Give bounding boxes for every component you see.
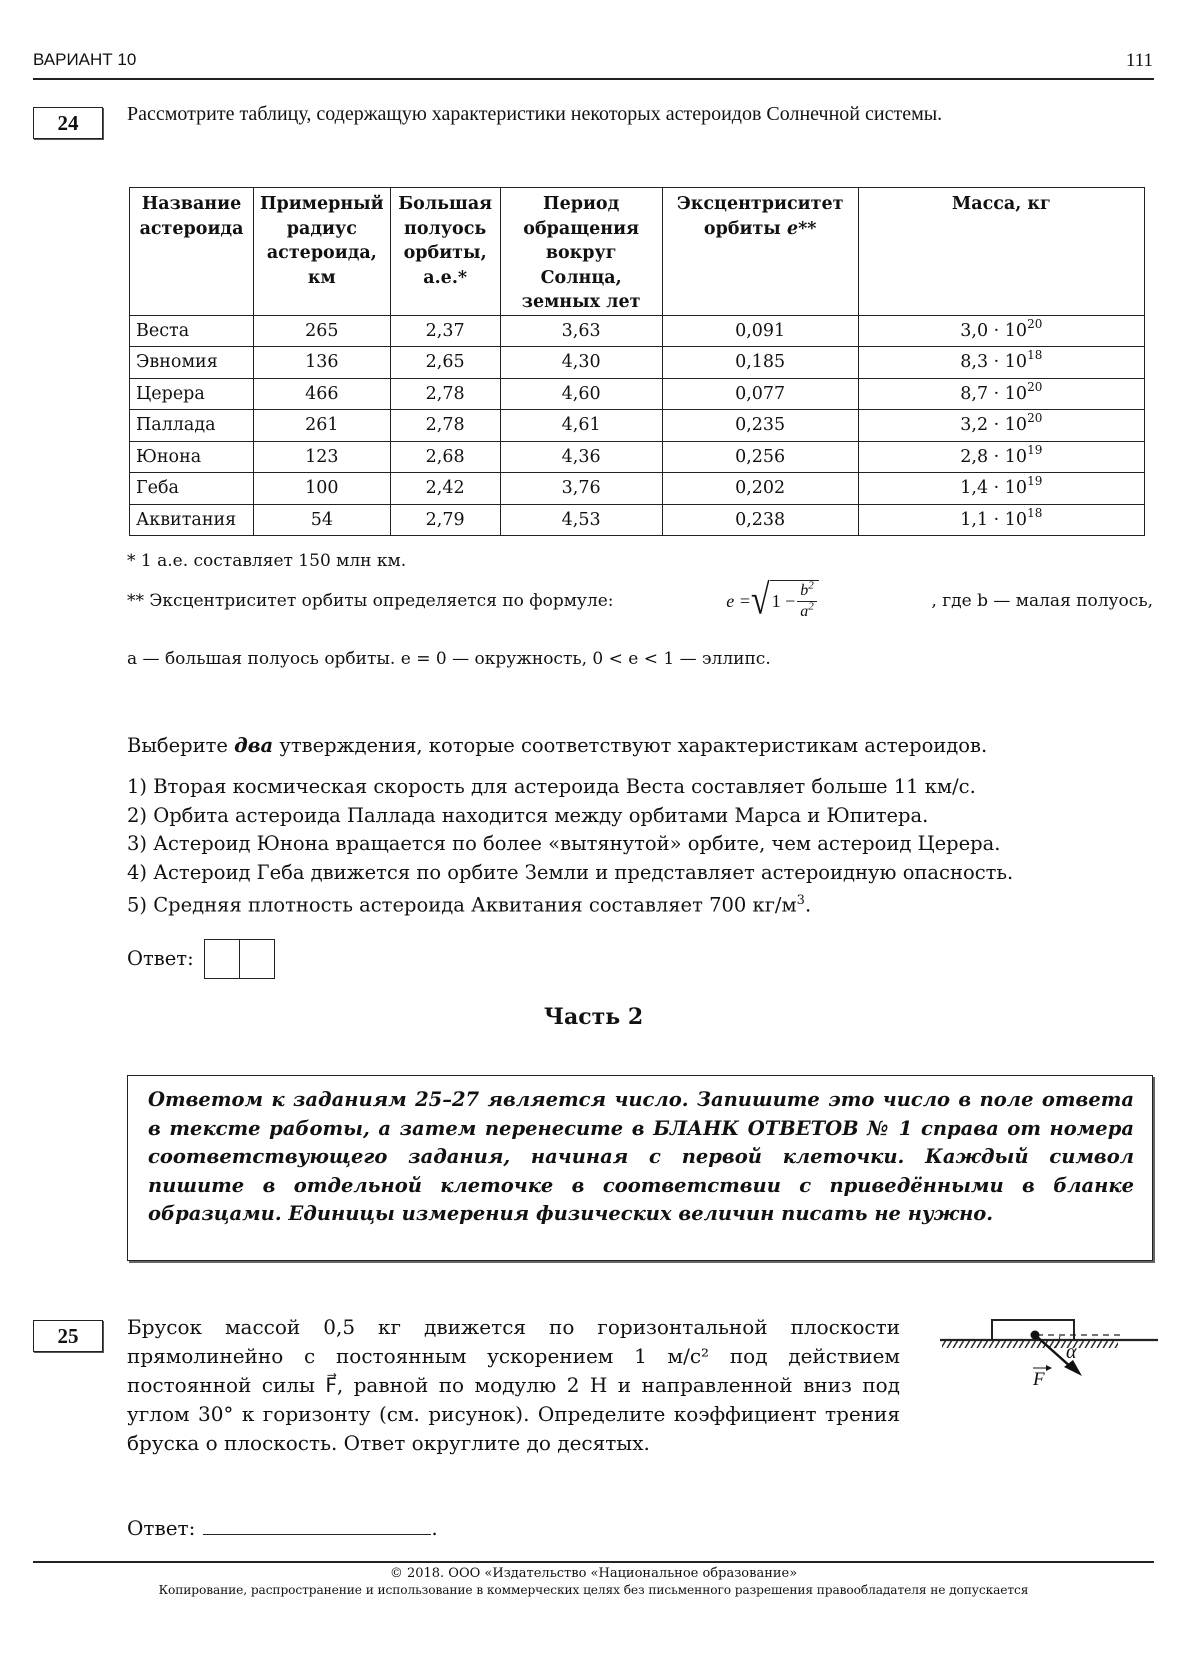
task25-text: Брусок массой 0,5 кг движется по горизонтальной плоскости прямолинейно с постоянным ускорением 1 м/с² под действием постоянной силы F⃗, равной по модулю 2 Н и направленной вниз под углом 30° к горизонту (см. рисунок). Определите коэффициент трения бруска о плоскость. Ответ округлите до десятых. <box>127 1315 900 1455</box>
asteroid-table <box>129 187 1145 536</box>
mass-mantissa: 8,3 · 10 <box>960 352 1028 373</box>
cell-semi-axis: 2,68 <box>390 441 500 473</box>
footnote-eccentricity-suffix: , где b — малая полуось, <box>931 591 1153 611</box>
table-row <box>130 315 1145 347</box>
sqrt-symbol: √ 1 − $\frac{b^2}{a^2}$ <box>751 580 819 622</box>
cell-period: 3,76 <box>500 473 662 505</box>
cell-name: Веста <box>130 315 254 347</box>
col-header-radius: Примерный радиус астероида, км <box>254 188 391 316</box>
formula-fraction <box>797 581 817 622</box>
cell-period: 4,36 <box>500 441 662 473</box>
statements-list <box>127 773 1157 920</box>
cell-mass <box>858 441 1144 473</box>
table-row <box>130 504 1145 536</box>
formula-den-exp: 2 <box>808 600 814 613</box>
footer-divider <box>33 1561 1154 1563</box>
mass-exponent: 19 <box>1027 474 1043 489</box>
header-divider <box>33 78 1154 80</box>
cell-name: Аквитания <box>130 504 254 536</box>
eccentricity-formula <box>726 577 818 624</box>
statement-1: 1) Вторая космическая скорость для астероида Веста составляет больше 11 км/с. <box>127 775 976 798</box>
cell-period: 4,53 <box>500 504 662 536</box>
variant-label: ВАРИАНТ 10 <box>33 50 137 69</box>
cell-name: Эвномия <box>130 347 254 379</box>
col-header-eccentricity <box>662 188 858 316</box>
table-row <box>130 347 1145 379</box>
table-header-row <box>130 188 1145 316</box>
asteroid-table-body <box>130 315 1145 536</box>
task24-prompt <box>127 732 987 761</box>
cell-eccentricity: 0,202 <box>662 473 858 505</box>
cell-name: Геба <box>130 473 254 505</box>
footer-copyright: © 2018. ООО «Издательство «Национальное образование» <box>389 1566 798 1581</box>
cell-eccentricity: 0,091 <box>662 315 858 347</box>
task-number-24: 24 <box>33 107 103 139</box>
cell-mass <box>858 315 1144 347</box>
mass-exponent: 20 <box>1027 411 1043 426</box>
task-number-25: 25 <box>33 1320 103 1352</box>
prompt-text-before: Выберите <box>127 734 235 757</box>
statement-3: 3) Астероид Юнона вращается по более «вытянутой» орбите, чем астероид Церера. <box>127 832 1001 856</box>
cell-period: 4,30 <box>500 347 662 379</box>
cell-name: Церера <box>130 378 254 410</box>
mass-mantissa: 3,0 · 10 <box>960 320 1028 341</box>
footnote-au: * 1 а.е. составляет 150 млн км. <box>127 551 407 571</box>
statement-2: 2) Орбита астероида Паллада находится между орбитами Марса и Юпитера. <box>127 803 929 827</box>
formula-one-minus: 1 − <box>771 591 796 611</box>
mass-exponent: 20 <box>1027 379 1043 394</box>
task24-intro: Рассмотрите таблицу, содержащую характеристики некоторых астероидов Солнечной системы. <box>127 103 943 125</box>
prompt-text-after: утверждения, которые соответствуют характеристикам астероидов. <box>273 734 988 757</box>
angle-label: α <box>1066 1341 1077 1363</box>
answer-cell-1[interactable] <box>205 940 239 978</box>
footnote-definitions: a — большая полуось орбиты. e = 0 — окружность, 0 < e < 1 — эллипс. <box>127 649 771 669</box>
answer-field-25[interactable] <box>203 1512 431 1535</box>
table-row <box>130 378 1145 410</box>
part2-instructions-box <box>127 1075 1153 1261</box>
cell-period: 4,60 <box>500 378 662 410</box>
col-header-semi-axis: Большая полуось орбиты, а.е.* <box>390 188 500 316</box>
cell-radius: 54 <box>254 504 391 536</box>
formula-lhs: e = <box>726 590 751 611</box>
vector-arrow-icon <box>1046 1365 1052 1371</box>
cell-radius: 466 <box>254 378 391 410</box>
cell-radius: 261 <box>254 410 391 442</box>
col-header-period: Период обращения вокруг Солнца, земных лет <box>500 188 662 316</box>
statement-5-end: . <box>804 893 812 917</box>
mass-exponent: 20 <box>1027 316 1043 331</box>
statement-4: 4) Астероид Геба движется по орбите Земли и представляет астероидную опасность. <box>127 860 1014 884</box>
cell-name: Юнона <box>130 441 254 473</box>
footer-notice: Копирование, распространение и использование в коммерческих целях без письменного разрешения правообладателя не допускается <box>158 1583 1029 1597</box>
block-force-diagram <box>940 1310 1160 1410</box>
hatched-surface <box>942 1340 1118 1348</box>
table-row <box>130 441 1145 473</box>
cell-mass <box>858 410 1144 442</box>
statement-5-exp: 3 <box>796 893 805 909</box>
cell-semi-axis: 2,42 <box>390 473 500 505</box>
statement-5 <box>127 887 1157 920</box>
cell-mass <box>858 504 1144 536</box>
cell-semi-axis: 2,78 <box>390 410 500 442</box>
force-label: F <box>1033 1369 1045 1390</box>
mass-exponent: 18 <box>1027 348 1043 363</box>
table-row <box>130 410 1145 442</box>
mass-mantissa: 8,7 · 10 <box>960 383 1028 404</box>
page-number: 111 <box>1125 50 1153 71</box>
cell-semi-axis: 2,65 <box>390 347 500 379</box>
mass-mantissa: 1,4 · 10 <box>960 478 1028 499</box>
cell-eccentricity: 0,256 <box>662 441 858 473</box>
cell-name: Паллада <box>130 410 254 442</box>
cell-radius: 265 <box>254 315 391 347</box>
col-header-mass: Масса, кг <box>858 188 1144 316</box>
cell-period: 3,63 <box>500 315 662 347</box>
prompt-emphasis: два <box>234 734 274 757</box>
cell-mass <box>858 347 1144 379</box>
formula-numerator: b <box>800 582 809 599</box>
formula-num-exp: 2 <box>808 579 814 592</box>
cell-semi-axis: 2,79 <box>390 504 500 536</box>
mass-exponent: 18 <box>1027 505 1043 520</box>
cell-radius: 123 <box>254 441 391 473</box>
footnote-eccentricity-prefix: ** Эксцентриситет орбиты определяется по формуле: <box>127 591 614 611</box>
cell-radius: 136 <box>254 347 391 379</box>
answer-label-25: Ответ: <box>127 1516 196 1540</box>
mass-mantissa: 3,2 · 10 <box>960 415 1028 436</box>
statement-5-text: 5) Средняя плотность астероида Аквитания составляет 700 кг/м <box>127 893 797 917</box>
cell-mass <box>858 473 1144 505</box>
mass-mantissa: 1,1 · 10 <box>960 509 1028 530</box>
part2-title: Часть 2 <box>543 1004 644 1030</box>
cell-mass <box>858 378 1144 410</box>
mass-mantissa: 2,8 · 10 <box>960 446 1028 467</box>
cell-radius: 100 <box>254 473 391 505</box>
mass-exponent: 19 <box>1027 442 1043 457</box>
answer-cell-2[interactable] <box>239 940 274 978</box>
cell-semi-axis: 2,37 <box>390 315 500 347</box>
answer-label-24: Ответ: <box>127 946 194 970</box>
cell-eccentricity: 0,238 <box>662 504 858 536</box>
cell-period: 4,61 <box>500 410 662 442</box>
cell-eccentricity: 0,077 <box>662 378 858 410</box>
part2-instructions: Ответом к заданиям 25–27 является число. Запишите это число в поле ответа в тексте работы, а затем перенесите в БЛАНК ОТВЕТОВ № 1 справа от номера соответствующего задания, начиная с первой клеточки. Каждый символ пишите в отдельной клеточке в соответствии с приведёнными в бланке образцами. Единицы измерения физических величин писать не нужно. <box>148 1088 1134 1226</box>
cell-eccentricity: 0,235 <box>662 410 858 442</box>
footnote-eccentricity <box>127 577 1153 624</box>
answer-end-dot: . <box>431 1516 438 1540</box>
eccentricity-header-text: Эксцентриситет орбиты e** <box>676 194 844 239</box>
task24-answer <box>127 939 275 979</box>
col-header-name: Название астероида <box>130 188 254 316</box>
cell-eccentricity: 0,185 <box>662 347 858 379</box>
cell-semi-axis: 2,78 <box>390 378 500 410</box>
formula-denominator: a <box>800 603 809 620</box>
answer-boxes-24 <box>204 939 275 979</box>
task25-answer <box>127 1512 438 1543</box>
table-row <box>130 473 1145 505</box>
